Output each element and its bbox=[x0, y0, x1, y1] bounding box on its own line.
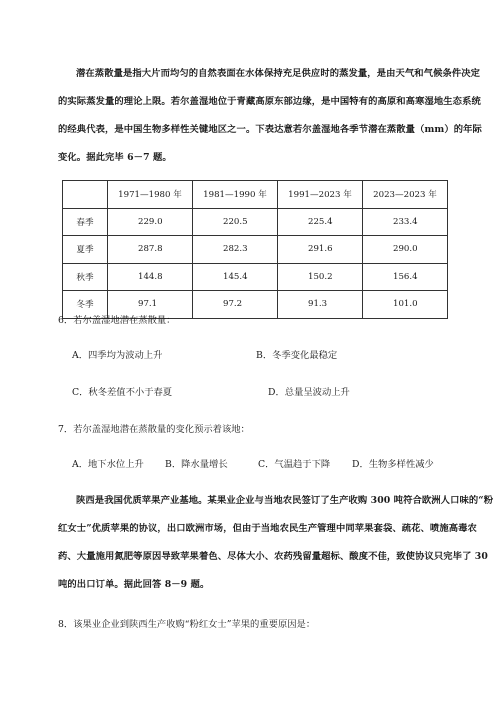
table-cell: 291.6 bbox=[278, 236, 363, 264]
season-cell: 冬季 bbox=[63, 291, 108, 319]
question-6-stem: 6．若尔盖湿地潜在蒸散量： bbox=[58, 315, 176, 326]
table-header-cell: 1981—1990 年 bbox=[193, 181, 278, 209]
question-7-option-b[interactable]: B．降水量增长 bbox=[165, 459, 228, 470]
season-cell: 秋季 bbox=[63, 263, 108, 291]
question-7-option-a[interactable]: A．地下水位上升 bbox=[72, 459, 144, 470]
table-cell: 150.2 bbox=[278, 263, 363, 291]
table-row bbox=[63, 208, 448, 236]
intro-line: 红女士”优质苹果的协议，出口欧洲市场，但由于当地农民生产管理中同苹果套袋、疏花、喷施高毒农 bbox=[58, 523, 477, 534]
table-header-cell: 1971—1980 年 bbox=[108, 181, 193, 209]
intro-paragraph-wetland bbox=[58, 60, 482, 172]
table-cell: 225.4 bbox=[278, 208, 363, 236]
question-7-option-c[interactable]: C．气温趋于下降 bbox=[258, 459, 331, 470]
table-cell: 156.4 bbox=[363, 263, 448, 291]
intro-line: 的实际蒸发量的理论上限。若尔盖湿地位于青藏高原东部边缘，是中国特有的高原和高寒湿地生态系统 bbox=[58, 96, 481, 107]
question-6-option-d[interactable]: D．总量呈波动上升 bbox=[268, 387, 350, 398]
question-7-option-d[interactable]: D．生物多样性减少 bbox=[352, 459, 434, 470]
table-cell: 145.4 bbox=[193, 263, 278, 291]
season-cell: 夏季 bbox=[63, 236, 108, 264]
table-header-row bbox=[63, 181, 448, 209]
table-cell: 229.0 bbox=[108, 208, 193, 236]
table-cell: 220.5 bbox=[193, 208, 278, 236]
intro-line: 吨的出口订单。据此回答 8－9 题。 bbox=[58, 579, 210, 590]
table-cell: 287.8 bbox=[108, 236, 193, 264]
intro-line: 的经典代表，是中国生物多样性关键地区之一。下表达意若尔盖湿地各季节潜在蒸散量（mm）的年际 bbox=[58, 124, 482, 135]
intro-line: 潜在蒸散量是指大片而均匀的自然表面在水体保持充足供应时的蒸发量，是由天气和气候条件决定 bbox=[76, 68, 481, 79]
table-cell: 101.0 bbox=[363, 291, 448, 319]
question-6-option-a[interactable]: A．四季均为波动上升 bbox=[72, 350, 163, 361]
intro-line: 药、大量施用氮肥等原因导致苹果着色、尽体大小、农药残留量超标、酸度不佳，致使协议只完毕了 30 bbox=[58, 551, 488, 562]
intro-line: 陕西是我国优质苹果产业基地。某果业企业与当地农民签订了生产收购 300 吨符合欧洲人口味的“粉 bbox=[76, 495, 494, 506]
season-cell: 春季 bbox=[63, 208, 108, 236]
intro-paragraph-apple bbox=[58, 487, 494, 599]
table-header-cell: 2023—2023 年 bbox=[363, 181, 448, 209]
question-7-stem: 7．若尔盖湿地潜在蒸散量的变化预示着该地： bbox=[58, 424, 250, 435]
table-cell: 144.8 bbox=[108, 263, 193, 291]
evapotranspiration-table bbox=[62, 180, 448, 319]
table-row bbox=[63, 263, 448, 291]
question-8-stem: 8．该果业企业到陕西生产收购“粉红女士”苹果的重要原因是： bbox=[58, 619, 316, 630]
table-corner-cell bbox=[63, 181, 108, 209]
intro-line: 变化。据此完毕 6－7 题。 bbox=[58, 152, 172, 163]
question-6-option-b[interactable]: B．冬季变化最稳定 bbox=[256, 350, 338, 361]
table-cell: 97.1 bbox=[108, 291, 193, 319]
table-cell: 233.4 bbox=[363, 208, 448, 236]
question-6-option-c[interactable]: C．秋冬差值不小于春夏 bbox=[72, 387, 173, 398]
table-row bbox=[63, 236, 448, 264]
table-cell: 282.3 bbox=[193, 236, 278, 264]
table-cell: 91.3 bbox=[278, 291, 363, 319]
table-cell: 290.0 bbox=[363, 236, 448, 264]
table-cell: 97.2 bbox=[193, 291, 278, 319]
table-header-cell: 1991—2023 年 bbox=[278, 181, 363, 209]
